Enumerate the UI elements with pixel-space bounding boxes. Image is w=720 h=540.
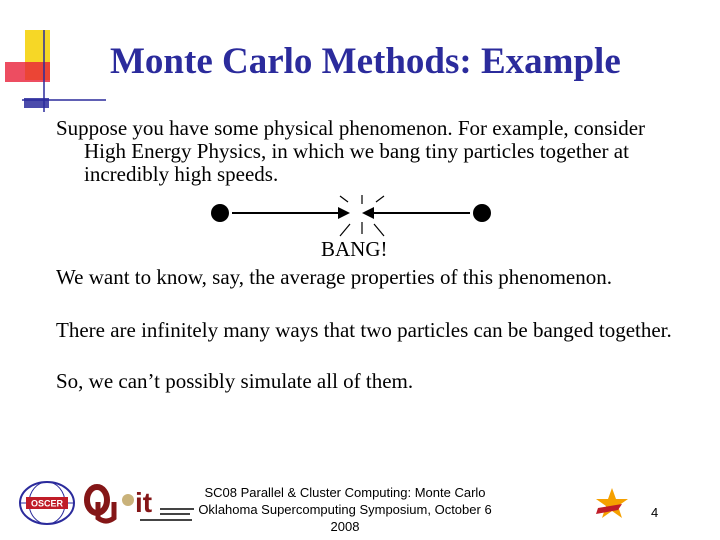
bang-label: BANG! [321,237,388,261]
sc08-logo [592,486,632,522]
paragraph-average: We want to know, say, the average properties of this phenomenon. [56,265,613,289]
corner-blocks-graphic [0,0,110,115]
svg-text:it: it [135,487,153,518]
oscer-logo [18,480,76,526]
footer-line-2: Oklahoma Supercomputing Symposium, October 6 2008 [198,502,492,534]
corner-decoration [0,0,110,115]
svg-text:OSCER: OSCER [30,498,64,509]
bang-burst [340,195,384,236]
sc08-logo-graphic [592,486,632,522]
footer-text [190,484,500,535]
slide-title: Monte Carlo Methods: Example [110,41,621,82]
it-logo [120,486,200,526]
particle-left [211,204,229,222]
paragraph-simulate: So, we can’t possibly simulate all of them. [56,369,414,393]
page-number: 4 [651,505,659,520]
paragraph-infinite: There are infinitely many ways that two particles can be banged together. [56,318,672,342]
particle-right [473,204,491,222]
paragraph-intro: Suppose you have some physical phenomenon. For example, consider High Energy Physics, in which we bang tiny particles together at incredibly high speeds. [56,116,646,186]
ou-logo-graphic [84,484,118,526]
it-logo-graphic [120,486,200,526]
oscer-logo-graphic [18,480,76,526]
ou-logo [84,484,118,526]
collision-diagram [200,192,500,240]
footer-line-1: SC08 Parallel & Cluster Computing: Monte Carlo [204,485,486,500]
